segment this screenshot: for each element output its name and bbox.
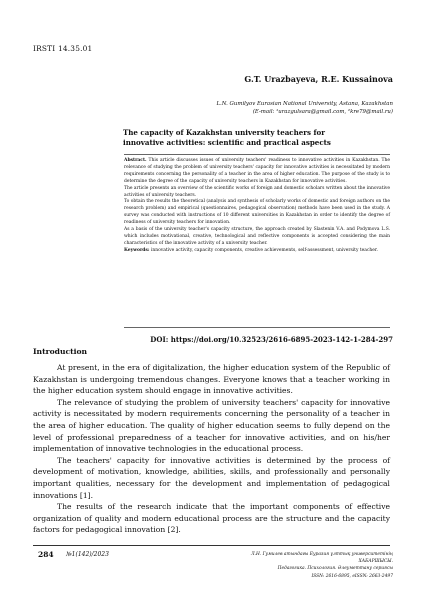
abstract-paragraph: The article presents an overview of the scientific works of foreign and domestic scholars written about the innovative activities of university teachers. bbox=[124, 185, 390, 198]
body-paragraph: The relevance of studying the problem of university teachers' capacity for innovative activity is necessitated by modern requirements concerning the personality of a teacher in the area of higher education. The quality of higher education seems to fully depend on the level of professional preparedness of a teacher for innovative activities, and on his/her implementation of innovative technologies in the educational process. bbox=[33, 397, 390, 454]
journal-info bbox=[243, 551, 393, 580]
affiliation: L.N. Gumilyov Eurasian National University, Astana, Kazakhstan bbox=[216, 101, 393, 107]
keywords-text: innovative activity, capacity components, creative achievements, self-assessment, university teacher. bbox=[149, 247, 378, 253]
journal-name: Л.Н. Гумилев атындағы Еуразия ұлттық университетінің ХАБАРШЫСЫ. bbox=[250, 552, 393, 565]
keywords-label: Keywords: bbox=[124, 247, 150, 253]
abstract-paragraph bbox=[124, 158, 390, 186]
abstract-text-1: This article discusses issues of university teachers' readiness to innovative activities in Kazakhstan. The relevance of studying the problem of university teachers' capacity for innovative activities is necessitated by modern requirements concerning the personality of a teacher in the area of higher education. The purpose of the study is to determine the degree of the capacity of university teachers in Kazakhstan for innovative activities. bbox=[124, 158, 390, 184]
abstract-paragraph: As a basis of the university teacher's capacity structure, the approach created by Slastenin V.A. and Podymova L.S. which includes motivational, creative, technological and reflective components is accepted considering the main characteristics of the innovative activity of a university teacher. bbox=[124, 227, 390, 246]
keywords bbox=[124, 248, 390, 255]
body-paragraph: The results of the research indicate that the important components of effective organization of quality and modern educational process are the structure and the capacity factors for pedagogical innovation [2]. bbox=[33, 502, 390, 535]
section-heading: Introduction bbox=[33, 347, 88, 356]
irsti-code: IRSTI 14.35.01 bbox=[33, 44, 93, 53]
authors: G.T. Urazbayeva, R.E. Kussainova bbox=[244, 74, 393, 84]
abstract bbox=[124, 158, 390, 255]
issue-number: №1(142)/2023 bbox=[66, 551, 109, 558]
doi-link[interactable]: DOI: https://doi.org/10.32523/2616-6895-2023-142-1-284-297 bbox=[150, 335, 393, 344]
author-emails: (E-mail: ¹urazgulsara@gmail.com, ²kre79@mail.ru) bbox=[252, 108, 393, 115]
journal-issn: ISSN: 2616-6895, eISSN: 2663-2497 bbox=[311, 573, 393, 579]
abstract-paragraph: To obtain the results the theoretical (analysis and synthesis of scholarly works of domestic and foreign authors on the research problem) and empirical (questionnaires, pedagogical observation) methods have been used in the study. A survey was conducted with instructions of 10 different universities in Kazakhstan in order to identify the degree of readiness of university teachers for innovation. bbox=[124, 199, 390, 226]
abstract-label: Abstract. bbox=[124, 158, 147, 163]
affiliation-block bbox=[216, 101, 393, 116]
body-paragraph: The teachers' capacity for innovative activities is determined by the process of development of motivation, knowledge, abilities, skills, and professionally and personally important qualities, necessary for the development and implementation of pedagogical innovations [1]. bbox=[33, 455, 390, 500]
introduction-body bbox=[33, 362, 390, 536]
journal-series: Педагогика. Психология. Әлеуметтану сериясы bbox=[277, 566, 393, 572]
body-paragraph: At present, in the era of digitalization, the higher education system of the Republic of Kazakhstan is undergoing tremendous changes. Everyone knows that a teacher working in the higher education system should engage in innovative activities. bbox=[33, 363, 390, 396]
page-number: 284 bbox=[38, 550, 54, 559]
footer-divider bbox=[33, 545, 390, 546]
article-title: The capacity of Kazakhstan university teachers for innovative activities: scientific and practical aspects bbox=[123, 128, 331, 147]
